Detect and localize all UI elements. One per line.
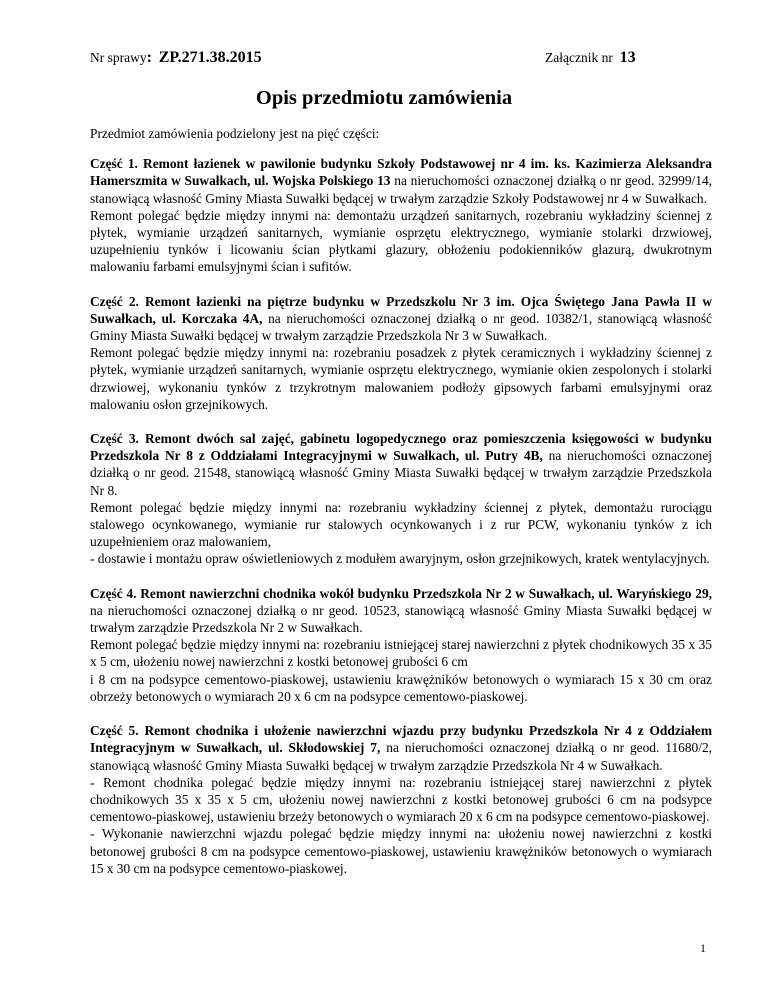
part-details: - Wykonanie nawierzchni wjazdu polegać będzie między innymi na: ułożeniu nowej nawierzchni z kostki betonowej grubości 8 cm na podsypce cementowo-piaskowej, ustawieniu krawężników betonowych o wymiarach 15 x 30 cm na podsypce cementowo-piaskowej. — [90, 826, 712, 876]
part-details: Remont polegać będzie między innymi na: demontażu urządzeń sanitarnych, rozebraniu wykładziny ściennej z płytek, wymianie urządzeń sanitarnych, wymianie osprzętu elektrycznego, wymianie stolarki drzwiowej, uzupełnieniu tynków i licowaniu ścian płytkami glazury, obłożeniu podokienników glazurą, dwukrotnym malowaniu farbami emulsyjnymi ścian i sufitów. — [90, 207, 712, 275]
intro-text: Przedmiot zamówienia podzielony jest na pięć części: — [90, 126, 380, 141]
case-colon: : — [146, 49, 152, 66]
part-details: - dostawie i montażu opraw oświetleniowych z modułem awaryjnym, osłon grzejnikowych, kratek wentylacyjnych. — [90, 551, 710, 567]
case-number: ZP.271.38.2015 — [158, 49, 262, 66]
document-body — [90, 125, 712, 894]
part-heading: Część 5. Remont chodnika i ułożenie nawierzchni wjazdu przy budynku Przedszkola Nr 4 z Oddziałem Integracyjnym w Suwałkach, ul. Skłodowskiej 7, — [90, 723, 712, 756]
attachment-number: 13 — [619, 49, 636, 66]
part-location: na nieruchomości oznaczonej działką o nr geod. 21548, stanowiącą własność Gminy Miasta Suwałki będącej w trwałym zarządzie Przedszkola Nr 8. — [90, 448, 713, 498]
case-number-line — [90, 49, 262, 67]
part-details: i 8 cm na podsypce cementowo-piaskowej, ustawieniu krawężników betonowych o wymiarach 15 x 30 cm oraz obrzeży betonowych o wymiarach 20 x 6 cm na podsypce cementowo-piaskowej. — [90, 671, 712, 704]
part-heading: Część 4. Remont nawierzchni chodnika wokół budynku Przedszkola Nr 2 w Suwałkach, ul. Waryńskiego 29, — [90, 585, 712, 601]
part-heading: Część 1. Remont łazienek w pawilonie budynku Szkoły Podstawowej nr 4 im. ks. Kazimierza Aleksandra Hamerszmita w Suwałkach, ul. Wojska Polskiego 13 — [90, 156, 712, 189]
part-2 — [90, 293, 712, 413]
page-title: Opis przedmiotu zamówienia — [255, 87, 513, 109]
part-heading: Część 3. Remont dwóch sal zajęć, gabinetu logopedycznego oraz pomieszczenia księgowości w budynku Przedszkola Nr 8 z Oddziałami Integracyjnymi w Suwałkach, ul. Putry 4B, — [90, 431, 712, 464]
case-label: Nr sprawy — [90, 50, 147, 65]
part-heading: Część 2. Remont łazienki na piętrze budynku w Przedszkolu Nr 3 im. Ojca Świętego Jana Pawła II w Suwałkach, ul. Korczaka 4A, — [90, 293, 712, 326]
part-details: - Remont chodnika polegać będzie między innymi na: rozebraniu istniejącej starej nawierzchni z płytek chodnikowych 35 x 35 x 5 cm, ułożeniu nowej nawierzchni z kostki betonowej grubości 6 cm na podsypce cementowo-piaskowej, ustawieniu brzeży betonowych o wymiarach 20 x 6 cm na podsypce cementowo-piaskowej. — [90, 774, 712, 825]
part-4 — [90, 585, 712, 705]
page-number: 1 — [700, 941, 706, 955]
part-details: Remont polegać będzie między innymi na: rozebraniu posadzek z płytek ceramicznych i wykładziny ściennej z płytek, wymianie urządzeń sanitarnych, wymianie osprzętu elektrycznego, wymianie okien zespolonych i stolarki drzwiowej, wykonaniu tynków z trzykrotnym malowaniem podłoży gipsowych farbami emulsyjnymi oraz malowaniu osłon grzejnikowych. — [90, 345, 712, 412]
attachment-label: Załącznik nr — [545, 50, 613, 65]
part-location: na nieruchomości oznaczonej działką o nr geod. 11680/2, stanowiącą własność Gminy Miasta Suwałki będącej w trwałym zarządzie Przedszkola Nr 4 w Suwałkach. — [90, 740, 712, 773]
part-location: na nieruchomości oznaczonej działką o nr geod. 10382/1, stanowiącą własność Gminy Miasta Suwałki będącej w trwałym zarządzie Przedszkola Nr 3 w Suwałkach. — [90, 310, 712, 344]
part-details: Remont polegać będzie między innymi na: rozebraniu wykładziny ściennej z płytek, demontażu rurociągu stalowego ocynkowanego, wymianie rur stalowych ocynkowanych i z rur PCW, wykonaniu tynków z ich uzupełnieniem oraz malowaniem, — [90, 499, 712, 550]
part-3 — [90, 430, 712, 568]
attachment-line — [545, 49, 636, 67]
part-details: Remont polegać będzie między innymi na: rozebraniu istniejącej starej nawierzchni z płytek chodnikowych 35 x 35 x 5 cm, ułożeniu nowej nawierzchni z kostki betonowej grubości 6 cm — [90, 637, 712, 670]
part-location: na nieruchomości oznaczonej działką o nr geod. 10523, stanowiącą własność Gminy Miasta Suwałki będącej w trwałym zarządzie Przedszkola Nr 2 w Suwałkach. — [90, 602, 712, 636]
part-location: na nieruchomości oznaczonej działką o nr geod. 32999/14, stanowiącą własność Gminy Miasta Suwałki będącej w trwałym zarządzie Szkoły Podstawowej nr 4 w Suwałkach. — [90, 173, 713, 206]
part-1 — [90, 155, 712, 275]
part-5 — [90, 722, 712, 877]
